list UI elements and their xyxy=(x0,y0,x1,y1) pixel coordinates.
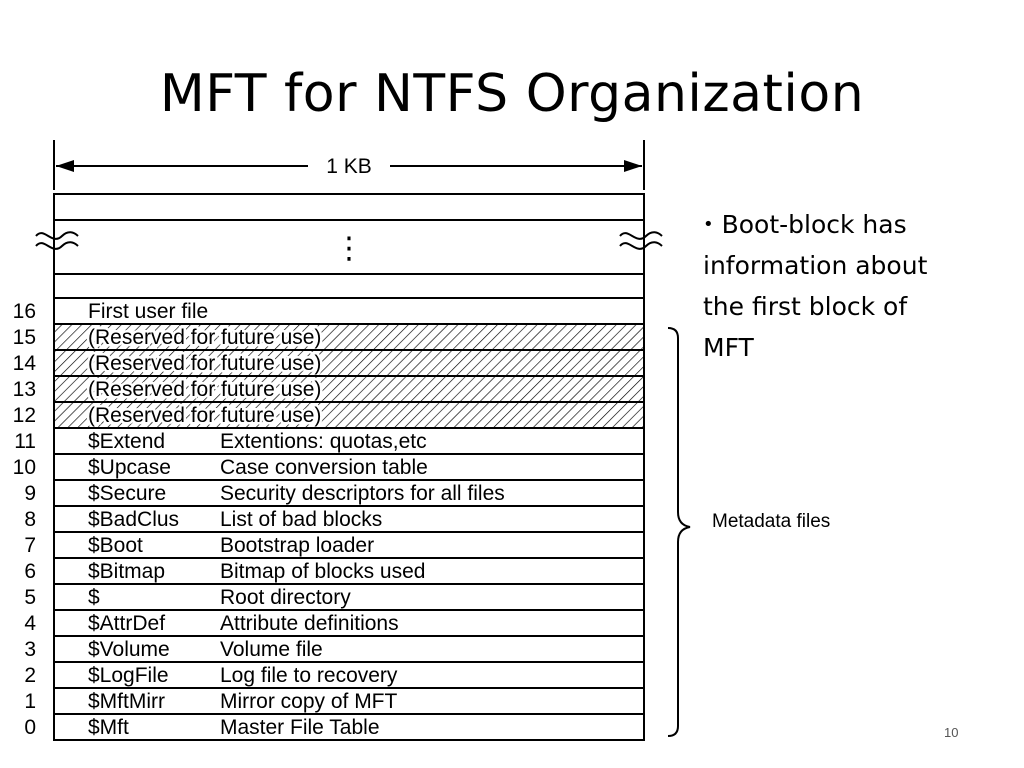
row-number: 5 xyxy=(24,586,36,609)
row-description: Case conversion table xyxy=(220,456,428,479)
row-description: Bootstrap loader xyxy=(220,534,375,557)
row-description: Extentions: quotas,etc xyxy=(220,430,427,453)
row-number: 3 xyxy=(24,638,36,661)
arrow-left-icon xyxy=(56,160,74,172)
size-label: 1 KB xyxy=(326,155,372,178)
row-name: $Mft xyxy=(88,716,129,739)
metadata-bracket-icon xyxy=(668,328,690,736)
row-number: 11 xyxy=(14,430,36,453)
row-name: $AttrDef xyxy=(88,612,166,635)
row-number: 7 xyxy=(24,534,36,557)
row-name: $ xyxy=(88,586,100,609)
row-number: 6 xyxy=(24,560,36,583)
row-number: 10 xyxy=(12,456,36,479)
row-number: 1 xyxy=(24,690,36,713)
bullet-text: Boot-block has information about the first block of MFT xyxy=(703,210,928,362)
page-number: 10 xyxy=(944,725,959,740)
row-description: Log file to recovery xyxy=(220,664,398,687)
slide-title: MFT for NTFS Organization xyxy=(159,64,865,124)
row-description: List of bad blocks xyxy=(220,508,383,531)
row-name: $Volume xyxy=(88,638,170,661)
row-description: Volume file xyxy=(220,638,323,661)
row-number: 12 xyxy=(12,404,36,427)
row-description: Root directory xyxy=(220,586,351,609)
row-number: 8 xyxy=(24,508,36,531)
metadata-files-label: Metadata files xyxy=(712,511,831,532)
bullet-icon: • xyxy=(703,214,714,235)
blank-block-top xyxy=(54,194,644,220)
blank-block-bottom xyxy=(54,274,644,298)
row-description: Mirror copy of MFT xyxy=(220,690,398,713)
row-number: 0 xyxy=(24,716,36,739)
row-name: $Upcase xyxy=(88,456,171,479)
row-description: Bitmap of blocks used xyxy=(220,560,426,583)
row-number: 13 xyxy=(12,378,36,401)
row-name: $BadClus xyxy=(88,508,180,531)
row-number: 14 xyxy=(12,352,36,375)
row-name: $Bitmap xyxy=(88,560,166,583)
row-number: 2 xyxy=(24,664,36,687)
row-name: $MftMirr xyxy=(88,690,165,713)
row-name: (Reserved for future use) xyxy=(88,404,322,427)
row-name: (Reserved for future use) xyxy=(88,326,322,349)
row-name: $LogFile xyxy=(88,664,169,687)
arrow-right-icon xyxy=(624,160,642,172)
row-number: 9 xyxy=(24,482,36,505)
row-name: First user file xyxy=(88,300,209,323)
row-name: (Reserved for future use) xyxy=(88,378,322,401)
bullet-note xyxy=(703,204,963,368)
row-number: 4 xyxy=(24,612,36,635)
ellipsis-icon: ⋮ xyxy=(334,231,364,266)
row-description: Security descriptors for all files xyxy=(220,482,505,505)
row-name: $Boot xyxy=(88,534,143,557)
mft-rows xyxy=(13,298,644,740)
row-description: Attribute definitions xyxy=(220,612,399,635)
row-number: 16 xyxy=(12,300,36,323)
row-name: $Extend xyxy=(88,430,166,453)
row-name: $Secure xyxy=(88,482,167,505)
row-number: 15 xyxy=(12,326,36,349)
row-name: (Reserved for future use) xyxy=(88,352,322,375)
row-description: Master File Table xyxy=(220,716,380,739)
